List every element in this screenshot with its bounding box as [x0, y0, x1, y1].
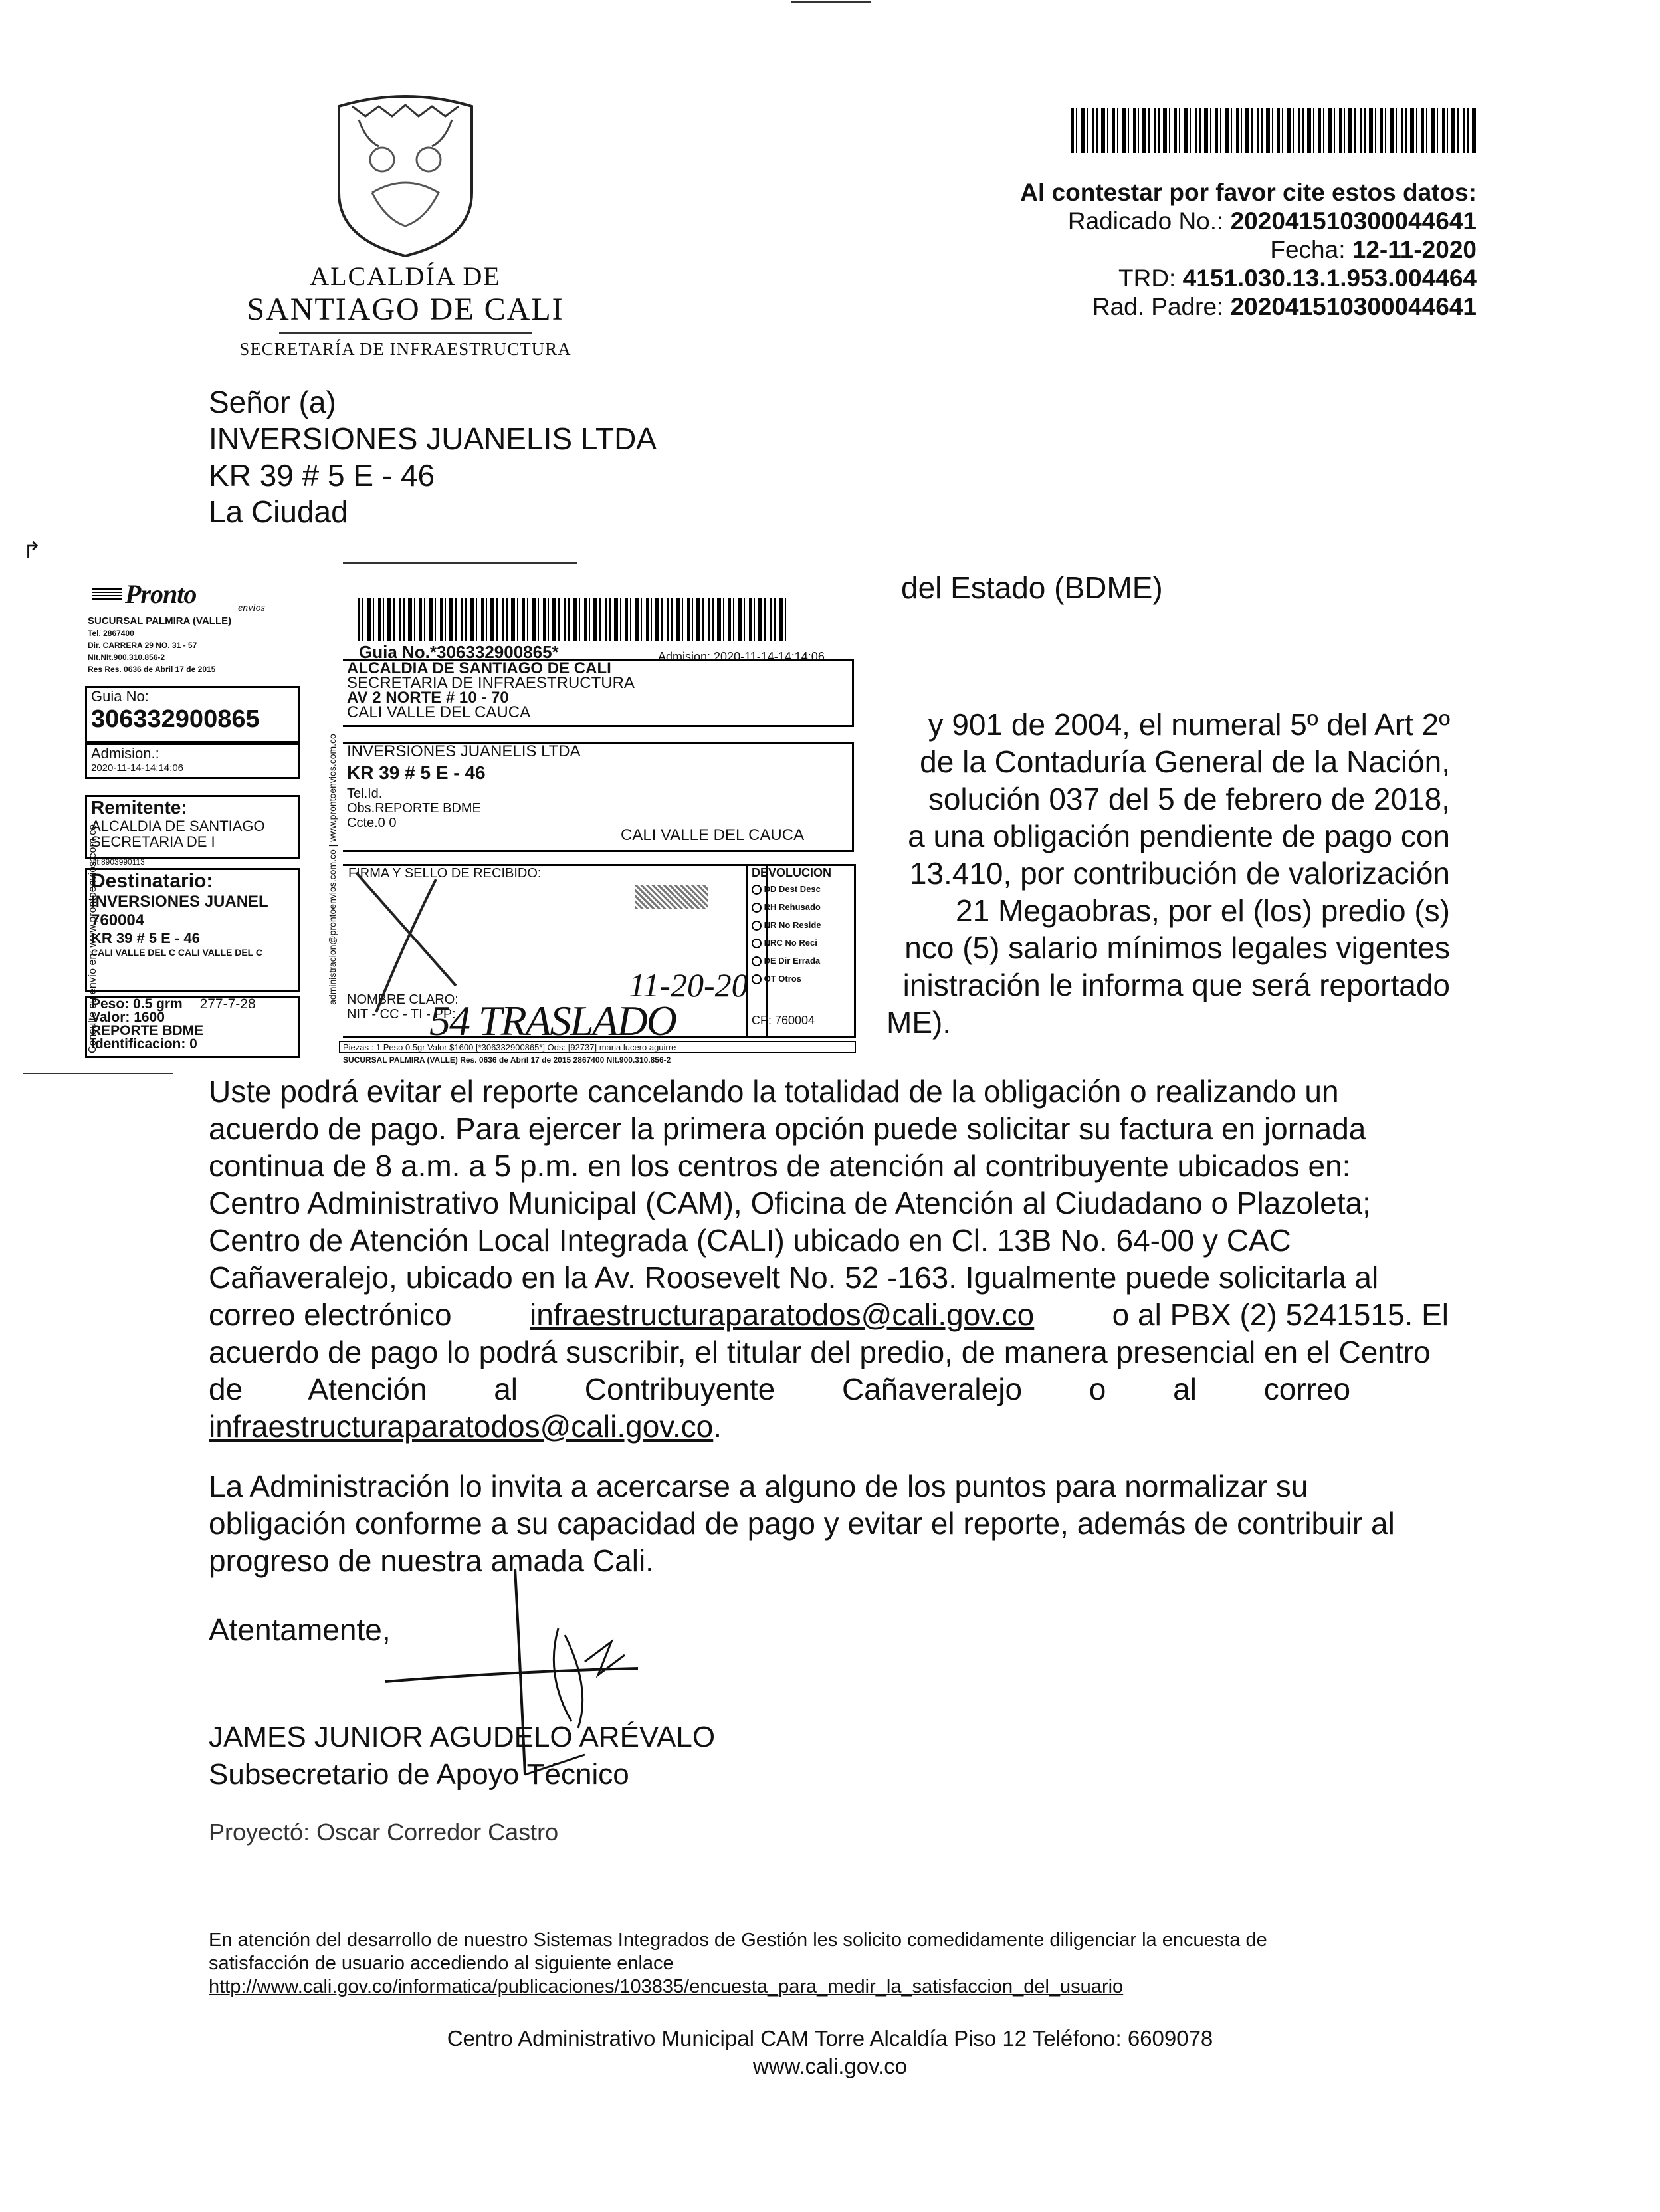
fragment-line3: de la Contaduría General de la Nación,: [920, 744, 1450, 779]
rad-padre-label: Rad. Padre:: [1092, 293, 1224, 320]
signer-name: JAMES JUNIOR AGUDELO ARÉVALO: [209, 1721, 716, 1753]
stub-remitente-nit: Nit:8903990113: [89, 857, 145, 867]
recipient-name: INVERSIONES JUANELIS LTDA: [209, 421, 657, 456]
email-link[interactable]: infraestructuraparatodos@cali.gov.co: [530, 1297, 1035, 1332]
stub-destinatario-box: Destinatario: INVERSIONES JUANEL 760004 KR 39 # 5 E - 46 CALI VALLE DEL C CALI VALLE DEL C: [85, 868, 300, 992]
stub-remitente-box: Remitente: ALCALDIA DE SANTIAGO SECRETARIA DE I: [85, 795, 300, 859]
trd-value: 4151.030.13.1.953.004464: [1182, 265, 1477, 292]
stub-side-text: Consulte su envío en: www.prontoenvios.com.co: [87, 824, 98, 1053]
fold-mark: [791, 1, 871, 3]
coat-of-arms-logo: [326, 93, 485, 259]
radio-circle-icon: [752, 885, 762, 895]
closing: Atentamente,: [209, 1612, 391, 1647]
fragment-line10: ME).: [886, 1005, 952, 1040]
handwritten-date: 11-20-20: [629, 966, 748, 1004]
radio-circle-icon: [752, 921, 762, 931]
cite-label: Al contestar por favor cite estos datos:: [1020, 179, 1477, 206]
paragraph-2: La Administración lo invita a acercarse a alguno de los puntos para normalizar su obligación conforme a su capacidad de pago y evitar el reporte, además de contribuir al progreso de nuestra amada Cali.: [209, 1469, 1395, 1578]
radio-circle-icon: [752, 974, 762, 984]
radio-circle-icon: [752, 903, 762, 913]
admision-top: Admision: 2020-11-14-14:14:06: [658, 650, 825, 663]
dev-option: NRC No Reci: [752, 934, 854, 952]
radicado-block: [917, 178, 1477, 321]
signer-title: Subsecretario de Apoyo Técnico: [209, 1758, 629, 1791]
survey-note: En atención del desarrollo de nuestro Sistemas Integrados de Gestión les solicito comedidamente diligenciar la encuesta de satisfacción de usuario accediendo al siguiente enlace http://www.cali.gov.co/informatica/publicaciones/103835/encuesta_para_medir_la_satisfaccion_del_usuario: [209, 1929, 1450, 1999]
stub-admision-box: Admision.: 2020-11-14-14:14:06: [85, 743, 300, 779]
stub-branch: SUCURSAL PALMIRA (VALLE) Tel. 2867400 Dir. CARRERA 29 NO. 31 - 57 NIt.NIt.900.310.856-2 Res Res. 0636 de Abril 17 de 2015: [88, 615, 232, 674]
handwritten-traslado: 54 TRASLADO: [429, 997, 676, 1044]
org-line3: SECRETARÍA DE INFRAESTRUCTURA: [239, 339, 571, 359]
dev-option: DD Dest Desc: [752, 880, 854, 898]
label-bottom-line: SUCURSAL PALMIRA (VALLE) Res. 0636 de Abril 17 de 2015 2867400 NIt.900.310.856-2: [343, 1055, 671, 1065]
pronto-logo: Pronto envíos: [85, 582, 298, 606]
org-rule: [279, 332, 532, 334]
fecha-label: Fecha:: [1270, 236, 1346, 263]
shipping-label-stub: [78, 556, 304, 1061]
stray-line: [343, 562, 577, 564]
dev-option: DE Dir Errada: [752, 952, 854, 970]
fragment-line9: inistración le informa que será reportado: [902, 968, 1450, 1002]
shipping-label-main: [319, 585, 864, 1063]
email-link-2[interactable]: infraestructuraparatodos@cali.gov.co: [209, 1409, 714, 1444]
signature-box: FIRMA Y SELLO DE RECIBIDO: NOMBRE CLARO: NIT - CC - TI - PP: 54 TRASLADO 11-20-20: [343, 864, 768, 1038]
devolucion-box: DEVOLUCION DD Dest Desc RH Rehusado NR No Reside NRC No Reci DE Dir Errada OT Otros CP: 760004: [746, 864, 856, 1038]
footer-website[interactable]: www.cali.gov.co: [752, 2054, 908, 2078]
radio-circle-icon: [752, 939, 762, 948]
guia-top: Guia No.*306332900865*: [359, 642, 559, 662]
fragments-right: [888, 706, 1450, 1004]
label-side-text: administracion@prontoenvios.com.co | www.prontoenvios.com.co: [327, 734, 338, 1005]
guia-barcode: [358, 598, 789, 641]
fragment-line1: del Estado (BDME): [901, 570, 1163, 605]
dev-option: RH Rehusado: [752, 898, 854, 916]
stub-weight-box: Peso: 0.5 grm 277-7-28 Valor: 1600 REPORTE BDME Identificacion: 0: [85, 996, 300, 1058]
arrow-mark-icon: ↱: [23, 538, 42, 563]
survey-link[interactable]: http://www.cali.gov.co/informatica/publicaciones/103835/encuesta_para_medir_la_satisfaccion_del_usuario: [209, 1976, 1124, 1997]
recipient-salutation: Señor (a): [209, 385, 336, 419]
recipient-block: [209, 384, 657, 530]
trd-label: TRD:: [1118, 265, 1176, 292]
dev-option: NR No Reside: [752, 916, 854, 934]
org-line2: SANTIAGO DE CALI: [247, 292, 564, 327]
radicado-value: 202041510300044641: [1230, 207, 1477, 235]
org-line1: ALCALDÍA DE: [310, 261, 501, 291]
paragraph-1: Uste podrá evitar el reporte cancelando la totalidad de la obligación o realizando un acuerdo de pago. Para ejercer la primera opción puede solicitar su factura en jornada continua de 8 a.m. a 5 p.m. en los centros de atención al contribuyente ubicados en: Centro Administrativo Municipal (CAM), Oficina de Atención al Ciudadano o Plazoleta; Centro de Atención Local Integrada (CALI) ubicado en Cl. 13B No. 64-00 y CAC Cañaveralejo, ubicado en la Av. Roosevelt No. 52 -163. Igualmente puede solicitarla al correo electrónico infraestructuraparatodos@cali.gov.co o al PBX (2) 5241515. El acuerdo de pago lo podrá suscribir, el titular del predio, de manera presencial en el Centro de Atención al Contribuyente Cañaveralejo o al correo infraestructuraparatodos@cali.gov.co.: [209, 1074, 1449, 1444]
fragment-line6: 13.410, por contribución de valorización: [909, 856, 1450, 891]
footer-address: Centro Administrativo Municipal CAM Torre Alcaldía Piso 12 Teléfono: 6609078 www.cali.gov.co: [0, 2025, 1660, 2080]
stray-line: [23, 1073, 173, 1074]
rad-padre-value: 202041510300044641: [1230, 293, 1477, 320]
sender-box: ALCALDIA DE SANTIAGO DE CALI SECRETARIA DE INFRAESTRUCTURA AV 2 NORTE # 10 - 70 CALI VALLE DEL CAUCA: [343, 659, 854, 727]
fragment-line5: a una obligación pendiente de pago con: [908, 819, 1450, 853]
stamp-smudge: [635, 885, 708, 909]
piezas-line: Piezas : 1 Peso 0.5gr Valor $1600 [*306332900865*] Ods: [92737] maria lucero aguirre: [339, 1041, 856, 1053]
recipient-box: INVERSIONES JUANELIS LTDA KR 39 # 5 E - 46 Tel.Id. Obs.REPORTE BDME Ccte.0 0 CALI VALLE DEL CAUCA: [343, 742, 854, 852]
recipient-city: La Ciudad: [209, 495, 348, 529]
recipient-address: KR 39 # 5 E - 46: [209, 458, 435, 493]
fragment-line8: nco (5) salario mínimos legales vigentes: [904, 931, 1450, 965]
fragment-line7: 21 Megaobras, por el (los) predio (s): [956, 893, 1450, 928]
fecha-value: 12-11-2020: [1352, 236, 1477, 263]
fragment-line4: solución 037 del 5 de febrero de 2018,: [928, 782, 1450, 816]
dev-option: OT Otros: [752, 970, 854, 988]
stub-guia-box: Guia No: 306332900865: [85, 686, 300, 743]
radicado-label: Radicado No.:: [1067, 207, 1224, 235]
signer-block: [209, 1719, 715, 1793]
projected-by: Proyectó: Oscar Corredor Castro: [209, 1819, 559, 1846]
radicado-barcode: [1071, 108, 1477, 153]
radio-circle-icon: [752, 956, 762, 966]
fragment-line2: y 901 de 2004, el numeral 5º del Art 2º: [928, 707, 1450, 742]
